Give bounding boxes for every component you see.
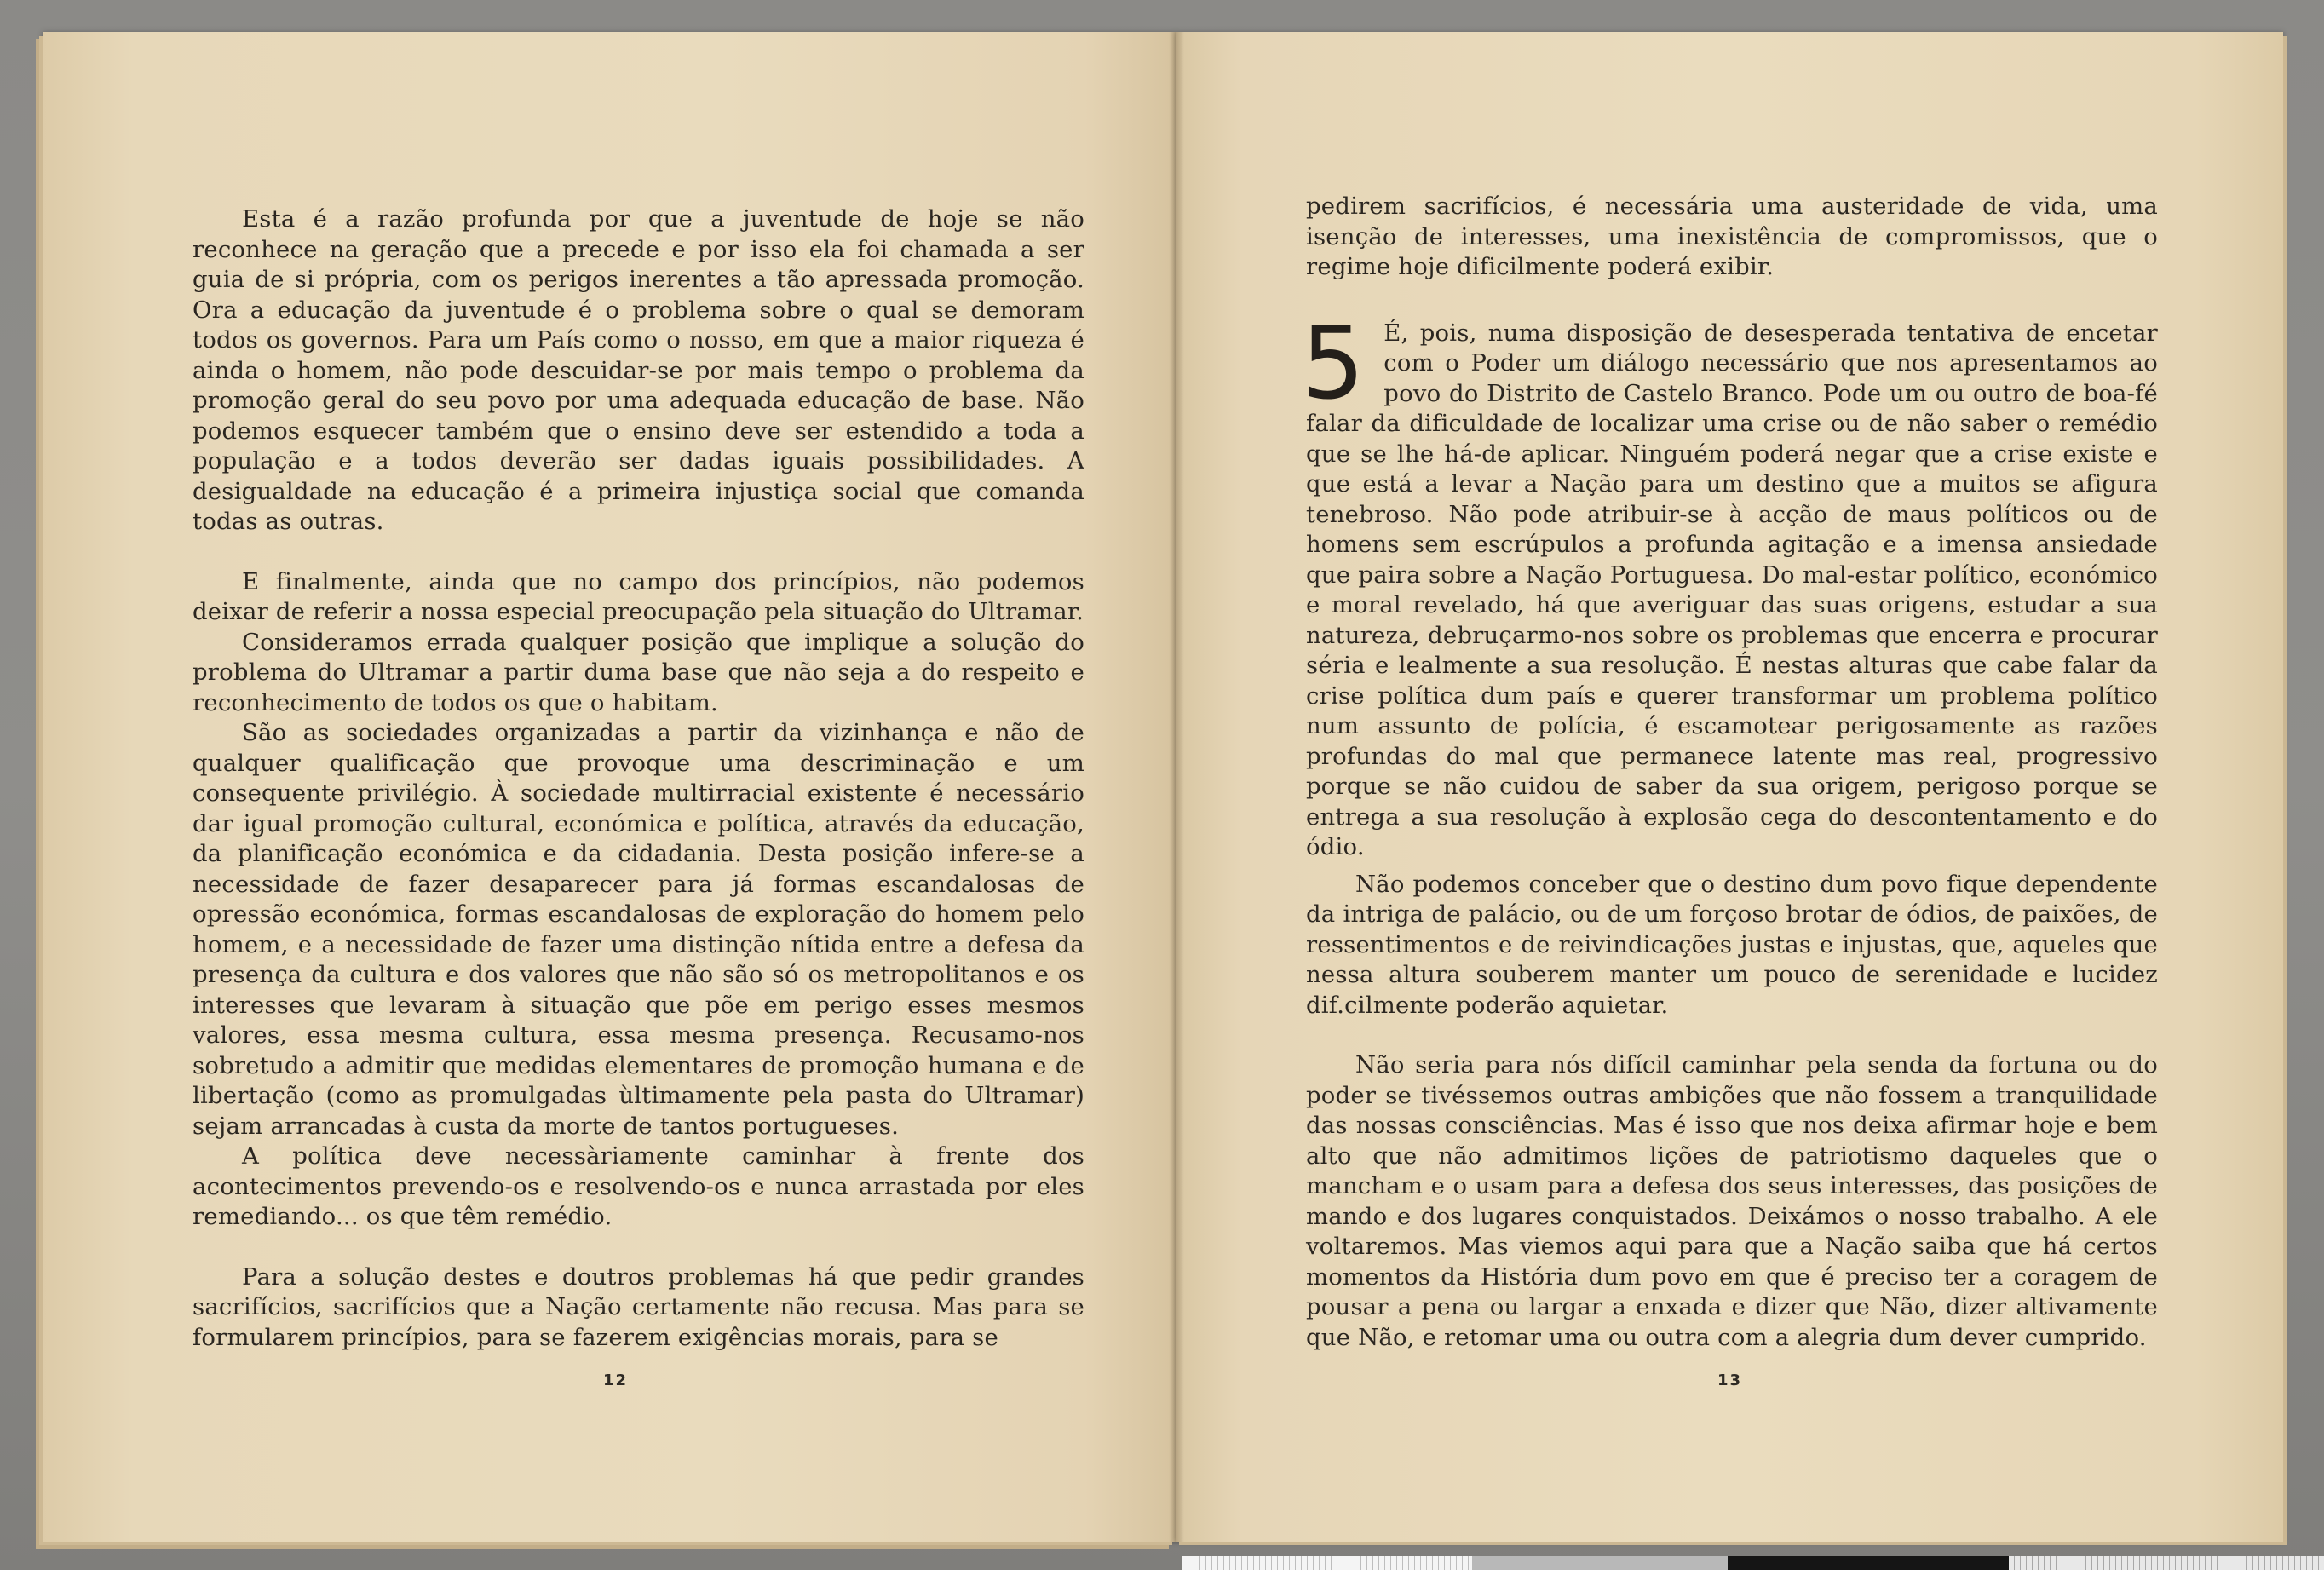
book-gutter [1169, 32, 1184, 1542]
paragraph: pedirem sacrifícios, é necessária uma austeridade de vida, uma isenção de interesses, uma inexistência de compromissos, que o regime hoje dificilmente poderá exibir. [1306, 193, 2158, 280]
right-page [1176, 32, 2283, 1542]
paragraph: Esta é a razão profunda por que a juventude de hoje se não reconhece na geração que a precede e por isso ela foi chamada a ser guia de si própria, com os perigos inerentes a tão apressada promoção. Ora a educação da juventude é o problema sobre o qual se demoram todos os governos. Para um País como o nosso, em que a maior riqueza é ainda o homem, não pode descuidar-se por mais tempo o problema da promoção geral do seu povo por uma adequada educação de base. Não podemos esquecer também que o ensino deve ser estendido a toda a população e a todos deverão ser dadas iguais possibilidades. A desigualdade na educação é a primeira injustiça social que comanda todas as outras. [193, 205, 1084, 535]
scale-segment [1472, 1556, 1728, 1570]
paragraph: São as sociedades organizadas a partir da vizinhança e não de qualquer qualificação que provoque uma descriminação e um consequente privilégio. À sociedade multirracial existente é necessário dar igual promoção cultural, económica e política, através da educação, da planificação económica e da cidadania. Desta posição infere-se a necessidade de fazer desaparecer para já formas escandalosas de opressão económica, formas escandalosas de exploração do homem pelo homem, e a necessidade de fazer uma distinção nítida entre a defesa da presença da cultura e dos valores que não são só os metropolitanos e os interesses que levaram à situação que põe em perigo esses mesmos valores, essa mesma cultura, essa mesma presença. Recusamo-nos sobretudo a admitir que medidas elementares de promoção humana e de libertação (como as promulgadas ùltimamente pela pasta do Ultramar) sejam arrancadas à custa da morte de tantos portugueses. [193, 719, 1084, 1140]
scale-segment [2009, 1556, 2324, 1570]
paragraph: Não podemos conceber que o destino dum povo fique dependente da intriga de palácio, ou de um forçoso brotar de ódios, de paixões, de ressentimentos e de reivindicações justas e injustas, que, aqueles que nessa altura souberem manter um pouco de serenidade e lucidez dif.cilmente poderão aquietar. [1306, 870, 2158, 1019]
page-number: 12 [603, 1372, 629, 1389]
scale-segment [1728, 1556, 2009, 1570]
right-page-text [1301, 192, 2158, 1353]
paragraph: É, pois, numa disposição de desesperada tentativa de encetar com o Poder um diálogo necessário que nos apresentamos ao povo do Distrito de Castelo Branco. Pode um ou outro de boa-fé falar da dificuldade de localizar uma crise ou de não saber o remédio que se lhe há-de aplicar. Ninguém poderá negar que a crise existe e que está a levar a Nação para um destino que a muitos se afigura tenebroso. Não pode atribuir-se à acção de maus políticos ou de homens sem escrúpulos a profunda agitação e a imensa ansiedade que paira sobre a Nação Portuguesa. Do mal-estar político, económico e moral revelado, há que averiguar das suas origens, estudar a sua natureza, debruçarmo-nos sobre os problemas que encerra e procurar séria e lealmente a sua resolução. É nestas alturas que cabe falar da crise política dum país e querer transformar um problema político num assunto de polícia, é escamotear perigosamente as razões profundas do mal que permanece latente mas real, progressivo porque se não cuidou de saber da sua origem, perigoso porque se entrega a sua resolução à explosão cega do descontentamento e do ódio. [1306, 319, 2158, 860]
page-number: 13 [1717, 1372, 1743, 1389]
paragraph: Consideramos errada qualquer posição que implique a solução do problema do Ultramar a partir duma base que não seja a do respeito e reconhecimento de todos os que o habitam. [193, 628, 1084, 716]
scale-segment [1182, 1556, 1472, 1570]
paragraph: E finalmente, ainda que no campo dos princípios, não podemos deixar de referir a nossa especial preocupação pela situação do Ultramar. [193, 567, 1084, 625]
paragraph: A política deve necessàriamente caminhar à frente dos acontecimentos prevendo-os e resolvendo-os e nunca arrastada por eles remediando... os que têm remédio. [193, 1142, 1084, 1230]
paragraph: Não seria para nós difícil caminhar pela senda da fortuna ou do poder se tivéssemos outras ambições que não fossem a tranquilidade das nossas consciências. Mas é isso que nos deixa afirmar hoje e bem alto que não admitimos lições de patriotismo daqueles que o mancham e o usam para a defesa dos seus interesses, das posições de mando e dos lugares conquistados. Deixámos o nosso trabalho. A ele voltaremos. Mas viemos aqui para que a Nação saiba que há certos momentos da História dum povo em que é preciso ter a coragem de pousar a pena ou largar a enxada e dizer que Não, dizer altivamente que Não, e retomar uma ou outra com a alegria dum dever cumprido. [1306, 1051, 2158, 1351]
section [1301, 303, 2158, 863]
left-page-text [193, 204, 1084, 1353]
section-number: 5 [1301, 303, 1366, 422]
paragraph: Para a solução destes e doutros problemas há que pedir grandes sacrifícios, sacrifícios que a Nação certamente não recusa. Mas para se formularem princípios, para se fazerem exigências morais, para se [193, 1262, 1084, 1351]
color-scale-bar [1182, 1556, 2324, 1570]
left-page [43, 32, 1176, 1542]
